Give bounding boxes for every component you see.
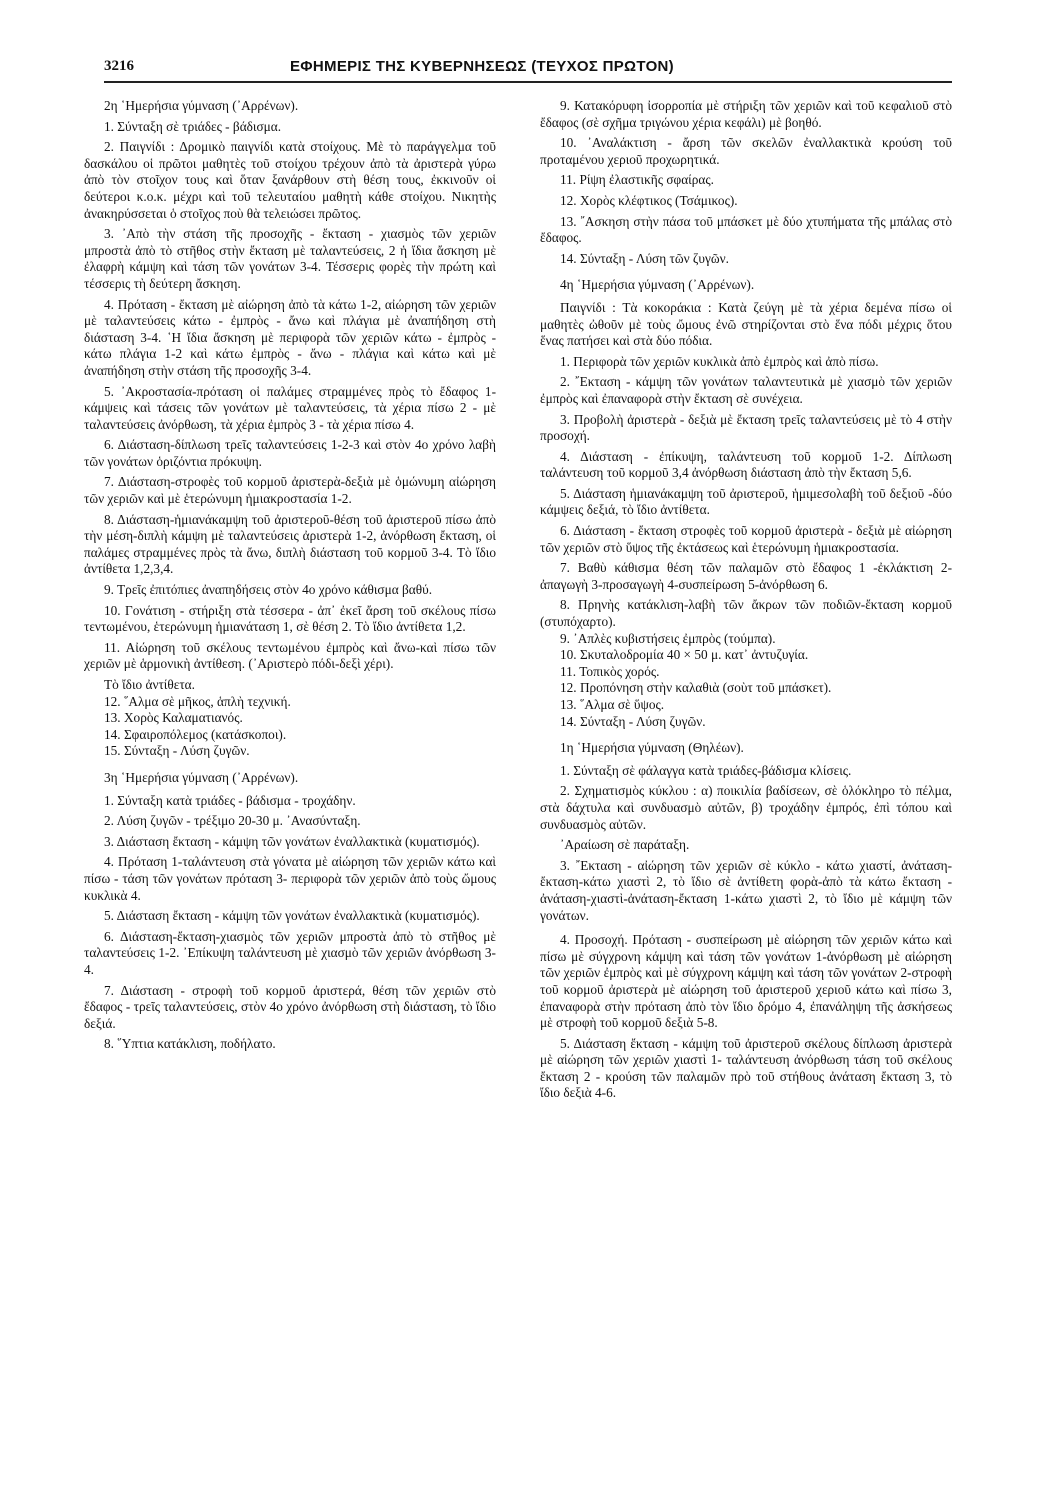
left-column — [84, 98, 496, 1057]
paragraph: 5. ᾽Ακροστασία-πρόταση οἱ παλάμες στραμμένες πρὸς τὸ ἔδαφος 1-κάμψεις καὶ τάσεις τῶν γονάτων μὲ ταλαντεύσεις, τὰ χέρια πίσω 2 - μὲ ταλαντεύσεις ἀνόρθωση, τὰ χέρια ἐμπρὸς 3 - τὰ χέρια πίσω 4. — [84, 383, 496, 432]
paragraph: 4. Πρόταση 1-ταλάντευση στὰ γόνατα μὲ αἰώρηση τῶν χεριῶν κάτω καὶ πίσω - τάση τῶν γονάτων πρόταση 3- περιφορὰ τῶν χεριῶν ἀπὸ τοὺς ὤμους κυκλικὰ 4. — [84, 854, 496, 903]
section-heading: 4η ῾Ημερήσια γύμναση (᾽Αρρένων). — [560, 277, 755, 293]
list-item: 10. Σκυταλοδρομία 40 × 50 μ. κατ᾽ ἀντυζυγία. — [560, 647, 809, 663]
paragraph: 10. ᾽Αναλάκτιση - ἄρση τῶν σκελῶν ἐναλλακτικὰ κρούση τοῦ προταμένου χεριοῦ προχωρητικά. — [540, 135, 952, 167]
paragraph: 7. Διάσταση-στροφὲς τοῦ κορμοῦ ἀριστερὰ-δεξιὰ μὲ ὁμώνυμη αἰώρηση τῶν χεριῶν καὶ μὲ ἑτερώνυμη ἡμιακροστασία 1-2. — [84, 474, 496, 507]
paragraph: 9. Τρεῖς ἐπιτόπιες ἀναπηδήσεις στὸν 4ο χρόνο κάθισμα βαθύ. — [104, 582, 433, 598]
paragraph: 11. Ρίψη ἐλαστικῆς σφαίρας. — [560, 172, 714, 188]
paragraph: 1. Σύνταξη σὲ φάλαγγα κατὰ τριάδες-βάδισμα κλίσεις. — [560, 762, 852, 778]
paragraph: 11. Αἰώρηση τοῦ σκέλους τεντωμένου ἐμπρὸς καὶ ἄνω-καὶ πίσω τῶν χεριῶν μὲ ἁρμονικὴ ἀντίθεση. (᾽Αριστερὸ πόδι-δεξὶ χέρι). — [84, 639, 496, 672]
paragraph: ᾽Αραίωση σὲ παράταξη. — [560, 837, 690, 853]
paragraph: 1. Σύνταξη κατὰ τριάδες - βάδισμα - τροχάδην. — [104, 792, 356, 808]
paragraph: 2. Λύση ζυγῶν - τρέξιμο 20-30 μ. ᾽Ανασύνταξη. — [104, 813, 361, 829]
paragraph: 9. Κατακόρυφη ἰσορροπία μὲ στήριξη τῶν χεριῶν καὶ τοῦ κεφαλιοῦ στὸ ἔδαφος (σὲ σχῆμα τριγώνου χέρια κεφάλι) μὲ βοηθό. — [540, 98, 952, 130]
paragraph: 12. Χορὸς κλέφτικος (Τσάμικος). — [560, 192, 738, 208]
section-heading: 2η ῾Ημερήσια γύμναση (᾽Αρρένων). — [104, 98, 299, 113]
list-item: 9. ᾽Απλὲς κυβιστήσεις ἐμπρὸς (τούμπα). — [560, 630, 776, 646]
paragraph: 3. Διάσταση ἔκταση - κάμψη τῶν γονάτων ἐναλλακτικὰ (κυματισμός). — [104, 833, 480, 849]
header-rule — [104, 81, 952, 83]
paragraph: 8. Διάσταση-ἡμιανάκαμψη τοῦ ἀριστεροῦ-θέση τοῦ ἀριστεροῦ πίσω ἀπὸ τὴν μέση-διπλὴ κάμψη μὲ ταλαντεύσεις ἀριστερὰ 1-2, ἀνόρθωση ἔκταση, οἱ παλάμες στραμμένες πρὸς τὰ ἄνω, διπλὴ διάσταση τοῦ κορμοῦ 3-4. Τὸ ἴδιο ἀντίθετα 1,2,3,4. — [84, 511, 496, 577]
running-head: ΕΦΗΜΕΡΙΣ ΤΗΣ ΚΥΒΕΡΝΗΣΕΩΣ (ΤΕΥΧΟΣ ΠΡΩΤΟΝ) — [290, 58, 674, 75]
paragraph: 5. Διάσταση ἡμιανάκαμψη τοῦ ἀριστεροῦ, ἡμιμεσολαβὴ τοῦ δεξιοῦ -δύο κάμψεις δεξιά, τὸ ἴδιο ἀντίθετα. — [540, 485, 952, 518]
list-item: 12. Προπόνηση στὴν καλαθιὰ (σοὺτ τοῦ μπάσκετ). — [560, 680, 832, 696]
list-item: 13. ῞Αλμα σὲ ὕψος. — [560, 697, 665, 712]
list-item: 14. Σφαιροπόλεμος (κατάσκοποι). — [104, 726, 287, 742]
paragraph: 6. Διάσταση-δίπλωση τρεῖς ταλαντεύσεις 1-2-3 καὶ στὸν 4ο χρόνο λαβὴ τῶν γονάτων ὁριζόντια πρόκυψη. — [84, 437, 496, 469]
paragraph: 7. Βαθὺ κάθισμα θέση τῶν παλαμῶν στὸ ἔδαφος 1 -ἐκλάκτιση 2-ἀπαγωγὴ 3-προσαγωγὴ 4-συσπείρωση 5-ἀνόρθωση 6. — [540, 560, 952, 592]
paragraph: 4. Προσοχή. Πρόταση - συσπείρωση μὲ αἰώρηση τῶν χεριῶν κάτω καὶ πίσω μὲ σύγχρονη κάμψη καὶ τάση τῶν γονάτων 1-ἀνόρθωση μὲ αἰώρηση τῶν χεριῶν ἐμπρὸς καὶ μὲ σύγχρονη κάμψη καὶ τάση τῶν γονάτων 2-στροφὴ τοῦ κορμοῦ ἀριστερὰ μὲ αἰώρηση τοῦ ἀριστεροῦ χεριοῦ κάτω καὶ πίσω 3, ἐπαναφορὰ στὴν πρόταση ἀπὸ τὸν ἴδιο δρόμο 4, ἐπανάληψη τῆς ἀσκήσεως μὲ στροφὴ τοῦ κορμοῦ δεξιὰ 5-8. — [540, 932, 952, 1031]
paragraph: 10. Γονάτιση - στήριξη στὰ τέσσερα - ἀπ᾽ ἐκεῖ ἄρση τοῦ σκέλους πίσω τεντωμένου, ἑτερώνυμη ἡμιανάταση 1, σὲ θέση 2. Τὸ ἴδιο ἀντίθετα 1,2. — [84, 602, 496, 635]
paragraph: 8. Πρηνὴς κατάκλιση-λαβὴ τῶν ἄκρων τῶν ποδιῶν-ἔκταση κορμοῦ (στυπόχαρτο). — [540, 597, 952, 630]
list-item: 15. Σύνταξη - Λύση ζυγῶν. — [104, 743, 250, 759]
paragraph: 13. ῎Ασκηση στὴν πάσα τοῦ μπάσκετ μὲ δύο χτυπήματα τῆς μπάλας στὸ ἔδαφος. — [540, 213, 952, 246]
list-item: 12. ῞Αλμα σὲ μῆκος, ἁπλὴ τεχνική. — [104, 693, 291, 709]
paragraph: 7. Διάσταση - στροφὴ τοῦ κορμοῦ ἀριστερά, θέση τῶν χεριῶν στὸ ἔδαφος - τρεῖς ταλαντεύσεις, στὸν 4ο χρόνο ἀνόρθωση στὴ διάσταση, τὸ ἴδιο δεξιά. — [84, 982, 496, 1031]
paragraph: 3. ῎Εκταση - αἰώρηση τῶν χεριῶν σὲ κύκλο - κάτω χιαστί, ἀνάταση-ἔκταση-κάτω χιαστὶ 2, τὸ ἴδιο σὲ ἀντίθετη φορὰ-ἀπὸ τὰ κάτω ἔκταση - ἀνάταση-χιαστὶ-ἀνάταση-ἔκταση 1-κάτω χιαστὶ 2, τὸ ἴδιο μὲ κάμψη τῶν γονάτων. — [540, 857, 952, 923]
section-heading: 1η ῾Ημερήσια γύμναση (Θηλέων). — [560, 740, 744, 756]
paragraph: 6. Διάσταση - ἔκταση στροφὲς τοῦ κορμοῦ ἀριστερὰ - δεξιὰ μὲ αἰώρηση τῶν χεριῶν στὸ ὕψος τῆς ἐκτάσεως καὶ ἑτερώνυμη ἡμιακροστασία. — [540, 523, 952, 555]
paragraph: 1. Περιφορὰ τῶν χεριῶν κυκλικὰ ἀπὸ ἐμπρὸς καὶ ἀπὸ πίσω. — [560, 353, 879, 369]
paragraph: Παιγνίδι : Τὰ κοκοράκια : Κατὰ ζεύγη μὲ τὰ χέρια δεμένα πίσω οἱ μαθητὲς ὠθοῦν μὲ τοὺς ὤμους ἐνῶ στηρίζονται στὸ ἕνα πόδι μέχρις ὅτου ἕνας πατήσει καὶ στὰ δύο πόδια. — [540, 299, 952, 349]
paragraph: 2. Παιγνίδι : Δρομικὸ παιγνίδι κατὰ στοίχους. Μὲ τὸ παράγγελμα τοῦ δασκάλου οἱ πρῶτοι μαθητὲς τοῦ στοίχου τρέχουν ἀπὸ τὰ ἀριστερὰ γύρω ἀπὸ τὸν στοῖχον τους καὶ ὅταν ξανάρθουν στὴ θέση τους, ἐκκινοῦν οἱ δεύτεροι κ.ο.κ. μέχρι καὶ τοῦ τελευταίου μαθητὴ κάθε στοίχου. Νικητὴς ἀνακηρύσσεται ὁ στοῖχος ποὺ θὰ τελειώσει πρῶτος. — [84, 139, 496, 221]
paragraph: 8. ῞Υπτια κατάκλιση, ποδήλατο. — [104, 1036, 276, 1052]
paragraph: 6. Διάσταση-ἔκταση-χιασμὸς τῶν χεριῶν μπροστὰ ἀπὸ τὸ στῆθος μὲ ταλαντεύσεις 1-2. ᾽Επίκυψη ταλάντευση μὲ χιασμὸ τῶν χεριῶν ἀνόρθωση 3-4. — [84, 928, 496, 977]
page-number: 3216 — [104, 58, 134, 74]
paragraph: 5. Διάσταση ἔκταση - κάμψη τοῦ ἀριστεροῦ σκέλους δίπλωση ἀριστερὰ μὲ αἰώρηση τῶν χεριῶν χιαστὶ 1- ταλάντευση ἀνόρθωση τάση τοῦ σκέλους ἔκταση 2 - κρούση τῶν παλαμῶν πρὸ τοῦ στήθους ἀνάταση ἔκταση 3, τὸ ἴδιο δεξιὰ 4-6. — [540, 1035, 952, 1101]
paragraph: 14. Σύνταξη - Λύση τῶν ζυγῶν. — [560, 250, 729, 266]
paragraph: 4. Πρόταση - ἔκταση μὲ αἰώρηση ἀπὸ τὰ κάτω 1-2, αἰώρηση τῶν χεριῶν μὲ ταλαντεύσεις κάτω - ἐμπρὸς - ἄνω καὶ πλάγια μὲ ἀναπήδηση στὴ διάσταση 3-4. ῾Η ἴδια ἄσκηση μὲ περιφορὰ τῶν χεριῶν κάτω - ἐμπρὸς - κάτω πλάγια 1-2 καὶ κάτω ἐμπρὸς - ἄνω - πλάγια καὶ κάτω καὶ μὲ ἀναπήδηση στὴν στάση τῆς προσοχῆς 3-4. — [84, 296, 496, 378]
right-column — [540, 98, 952, 1106]
list-item: 11. Τοπικὸς χορός. — [560, 663, 660, 679]
list-item: 13. Χορὸς Καλαματιανός. — [104, 710, 243, 726]
paragraph: 1. Σύνταξη σὲ τριάδες - βάδισμα. — [104, 118, 282, 134]
paragraph: Τὸ ἴδιο ἀντίθετα. — [104, 677, 195, 692]
paragraph: 2. ῎Εκταση - κάμψη τῶν γονάτων ταλαντευτικὰ μὲ χιασμὸ τῶν χεριῶν ἐμπρὸς καὶ ἐπαναφορὰ στὴν ἔκταση σὲ συνέχεια. — [540, 374, 952, 406]
section-heading: 3η ῾Ημερήσια γύμναση (᾽Αρρένων). — [104, 769, 299, 785]
paragraph: 2. Σχηματισμὸς κύκλου : α) ποικιλία βαδίσεων, σὲ ὁλόκληρο τὸ πέλμα, στὰ δάχτυλα καὶ συνδυασμὸ αὐτῶν, β) τροχάδην ἐμπρός, ἐπὶ τόπου καὶ συνδυασμὸς αὐτῶν. — [540, 783, 952, 832]
paragraph: 5. Διάσταση ἔκταση - κάμψη τῶν γονάτων ἐναλλακτικὰ (κυματισμός). — [104, 908, 480, 924]
paragraph: 3. Προβολὴ ἀριστερὰ - δεξιὰ μὲ ἔκταση τρεῖς ταλαντεύσεις μὲ τὸ 4 στὴν προσοχή. — [540, 411, 952, 444]
list-item: 14. Σύνταξη - Λύση ζυγῶν. — [560, 713, 706, 729]
paragraph: 4. Διάσταση - ἐπίκυψη, ταλάντευση τοῦ κορμοῦ 1-2. Δίπλωση ταλάντευση τοῦ κορμοῦ 3,4 ἀνόρθωση διάσταση ἀπὸ τὴν ἔκταση 5,6. — [540, 448, 952, 481]
paragraph: 3. ᾽Απὸ τὴν στάση τῆς προσοχῆς - ἔκταση - χιασμὸς τῶν χεριῶν μπροστὰ ἀπὸ τὸ στῆθος στὴν ἔκταση μὲ ταλαντεύσεις, 2 ἡ ἴδια ἄσκηση μὲ ἐλαφρὴ κάμψη καὶ τάση τῶν γονάτων 3-4. Τέσσερις φορὲς τὴν πρώτη καὶ τέσσερις τὴ δεύτερη ἄσκηση. — [84, 226, 496, 291]
